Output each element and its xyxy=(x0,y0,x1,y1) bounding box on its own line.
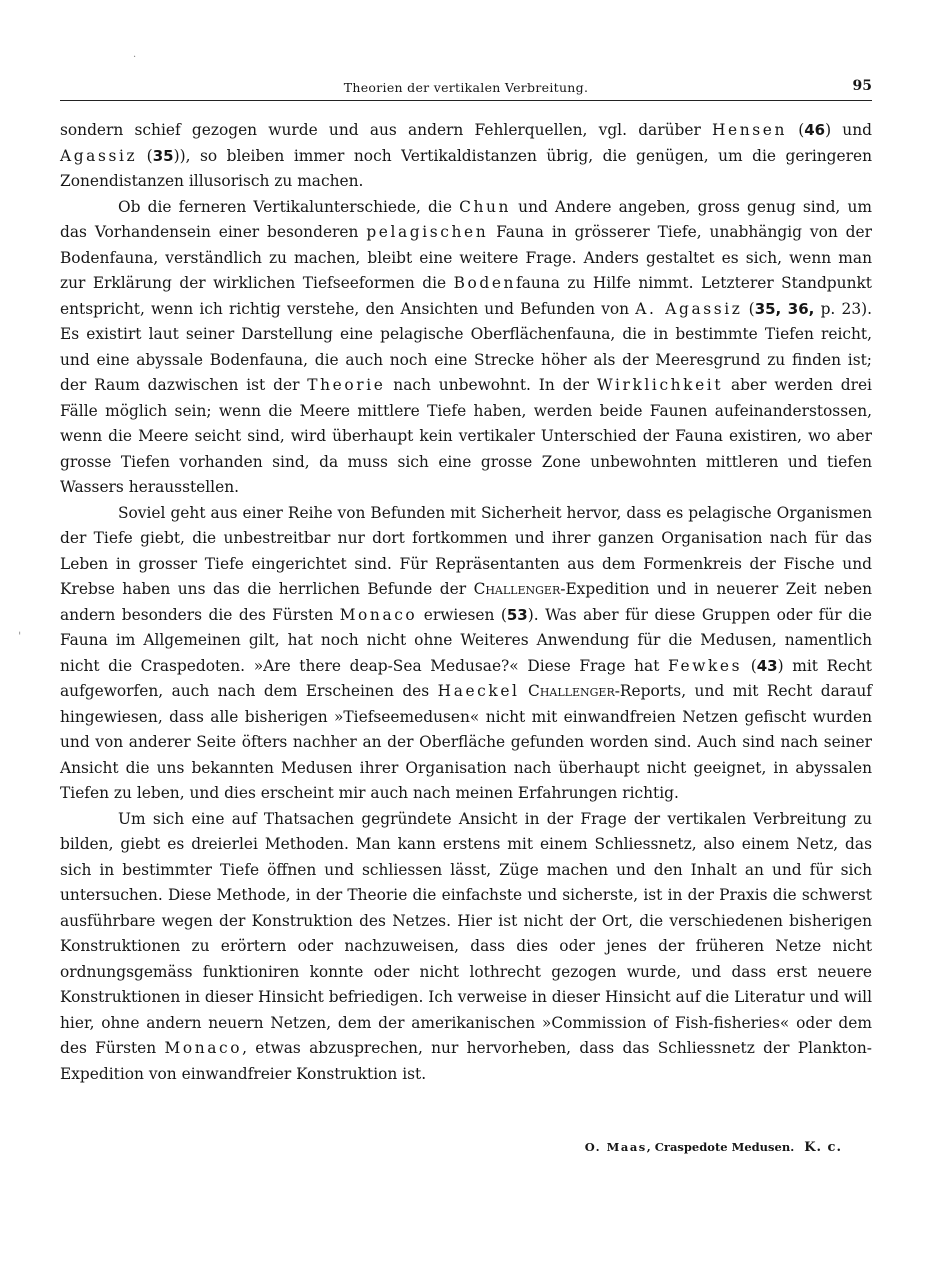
text-run: Fauna in grösserer Tiefe, unabhängig von der Bodenfauna, verständlich zu machen, bleibt eine weitere Frage. Anders gestaltet es sich, wenn man zur Erklärung der wirklichen Tiefseeformen die xyxy=(60,223,872,292)
margin-mark: ˌ xyxy=(18,622,22,636)
body-text xyxy=(60,118,872,1087)
text-run: , etwas abzusprechen, nur hervorheben, dass das Schliessnetz der Plankton-Expedition von einwandfreier Konstruktion ist. xyxy=(60,1039,872,1083)
text-run: Um sich eine auf Thatsachen gegründete Ansicht in der Frage der vertikalen Verbreitung zu bilden, giebt es dreierlei Methoden. Man kann erstens mit einem Schliessnetz, also einem Netz, das sich in bestimmter Tiefe öffnen und schliessen lässt, Züge machen und den Inhalt an und für sich untersuchen. Diese Methode, in der Theorie die einfachste und sicherste, ist in der Praxis die schwerst ausführbare wegen der Konstruktion des Netzes. Hier ist nicht der Ort, die verschiedenen bisherigen Konstruktionen zu erörtern oder nachzuweisen, dass dies oder jenes der früheren Netze nicht ordnungsgemäss funktioniren konnte oder nicht lothrecht gezogen wurde, und dass erst neuere Konstruktionen in dieser Hinsicht befriedigen. Ich verweise in dieser Hinsicht auf die Literatur und will hier, ohne andern neuern Netzen, dem der amerikanischen »Commission of Fish-fisheries« oder dem des Fürsten xyxy=(60,809,872,1057)
text-run: ). Was aber für diese Gruppen oder für die Fauna im Allgemeinen gilt, hat noch nicht ohne Weiteres Anwendung für die Medusen, namentlich nicht die Craspedoten. »Are there deap-Sea Medusae?« Diese Frage hat xyxy=(60,605,872,675)
footer-signature: K. c. xyxy=(804,1140,842,1155)
spaced-name: Monaco xyxy=(164,1039,243,1057)
reference-number: 46 xyxy=(804,121,826,139)
small-caps-name: Challenger xyxy=(473,580,561,598)
spaced-name: Monaco xyxy=(339,605,418,624)
spaced-name: Boden xyxy=(453,274,517,292)
text-run: ( xyxy=(137,146,153,165)
text-run: fauna zu Hilfe nimmt. Letzterer Standpunkt entspricht, wenn ich richtig verstehe, den Ansichten und Befunden von xyxy=(60,274,872,318)
text-run: Ob die ferneren Vertikalunterschiede, die xyxy=(118,197,460,216)
spaced-name: Hensen xyxy=(712,121,787,139)
text-run: ( xyxy=(742,299,755,318)
page-number: 95 xyxy=(852,78,872,94)
spaced-name: Chun xyxy=(459,197,512,216)
text-run: ) mit Recht aufgeworfen, auch nach dem Erscheinen des xyxy=(60,656,872,700)
signature-line xyxy=(585,1140,842,1155)
spaced-name: Fewkes xyxy=(668,656,743,675)
text-run: nach unbewohnt. In der xyxy=(385,376,597,394)
text-run: ) und xyxy=(825,121,872,139)
text-run: ( xyxy=(787,121,805,139)
small-caps-name: Challenger xyxy=(528,682,615,700)
text-run: )), so bleiben immer noch Vertikaldistanzen übrig, die genügen, um die geringeren Zonendistanzen illusorisch zu machen. xyxy=(60,146,872,190)
text-run: aber werden drei Fälle möglich sein; wenn die Meere mittlere Tiefe haben, werden beide Faunen aufeinanderstossen, wenn die Meere seicht sind, wird überhaupt kein vertikaler Unterschied der Fauna existiren, wo aber grosse Tiefen vorhanden sind, da muss sich eine grosse Zone unbewohnten mittleren und tiefen Wassers herausstellen. xyxy=(60,376,872,496)
text-run: sondern schief gezogen wurde und aus andern Fehlerquellen, vgl. darüber xyxy=(60,121,713,139)
text-run: und Andere angeben, gross genug sind, um das Vorhandensein einer besonderen xyxy=(60,197,872,241)
reference-number: 53 xyxy=(506,605,528,624)
text-run: Soviel geht aus einer Reihe von Befunden mit Sicherheit hervor, dass es pelagische Organismen der Tiefe giebt, die unbestreitbar nur dort fortkommen und ihrer ganzen Organisation nach für das Leben in grosser Tiefe eingerichtet sind. Für Repräsentanten aus dem Formenkreis der Fische und Krebse haben uns das die herrlichen Befunde der xyxy=(60,503,872,598)
text-run xyxy=(520,682,528,700)
paragraph-3 xyxy=(60,501,872,807)
paragraph-1 xyxy=(60,118,872,195)
spaced-name: Haeckel xyxy=(437,682,520,700)
running-header xyxy=(60,78,872,101)
text-run: ( xyxy=(742,656,757,675)
text-run: erwiesen ( xyxy=(417,605,507,624)
footer-title: , Craspedote Medusen. xyxy=(646,1140,795,1154)
reference-number: 35 xyxy=(152,146,174,165)
reference-number: 43 xyxy=(756,656,778,675)
text-run: -Reports, und mit Recht darauf hingewiesen, dass alle bisherigen »Tiefseemedusen« nicht mit einwandfreien Netzen gefischt wurden und von anderer Seite öfters nachher an der Oberfläche gefunden worden sind. Auch sind nach seiner Ansicht die uns bekannten Medusen ihrer Organisation nach überhaupt nicht geeignet, in abyssalen Tiefen zu leben, und dies erscheint mir auch nach meinen Erfahrungen richtig. xyxy=(60,682,872,802)
spaced-name: pelagischen xyxy=(366,223,489,241)
spaced-name: Wirklichkeit xyxy=(596,376,724,394)
footer-author: O. Maas xyxy=(584,1140,647,1154)
text-run: p. 23). Es existirt laut seiner Darstellung eine pelagische Oberflächenfauna, die in bestimmte Tiefen reicht, und eine abyssale Bodenfauna, die auch noch eine Strecke höher als der Meeresgrund zu finden ist; der Raum dazwischen ist der xyxy=(60,299,873,394)
spaced-name: Agassiz xyxy=(60,146,138,165)
spaced-name: Theorie xyxy=(307,376,386,394)
paragraph-4 xyxy=(60,807,872,1088)
reference-number: 35, 36, xyxy=(754,299,815,318)
speck-mark: · xyxy=(133,52,137,63)
running-title: Theorien der vertikalen Verbreitung. xyxy=(343,80,589,95)
text-run: -Expedition und in neuerer Zeit neben andern besonders die des Fürsten xyxy=(60,580,872,624)
paragraph-2 xyxy=(60,195,872,501)
spaced-name: A. Agassiz xyxy=(635,299,743,318)
